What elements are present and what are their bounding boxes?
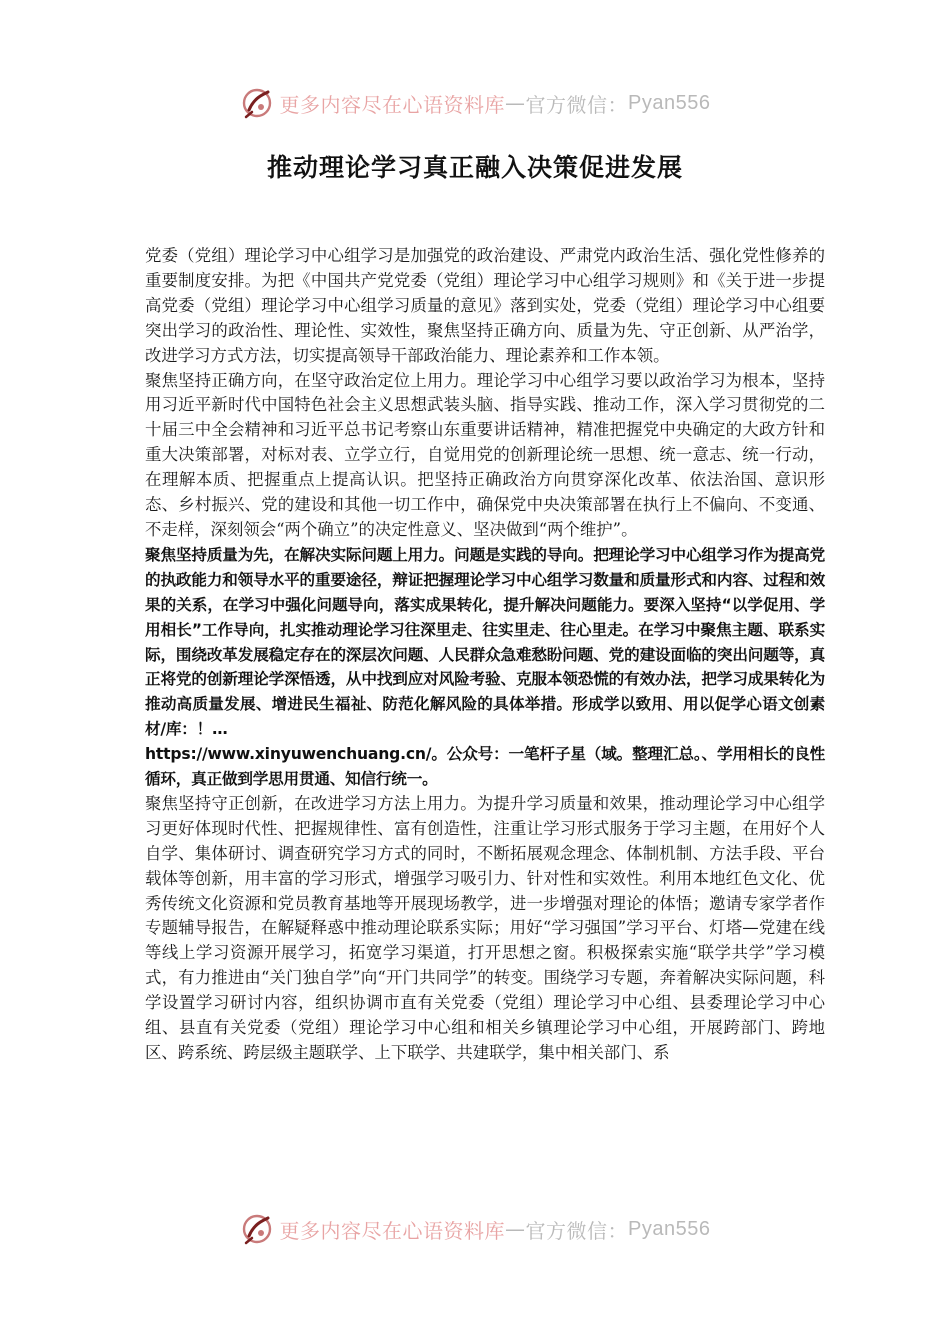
document-title: 推动理论学习真正融入决策促进发展: [266, 153, 683, 182]
paragraph-innovation: 聚焦坚持守正创新，在改进学习方法上用力。为提升学习质量和效果，推动理论学习中心组学习更好体现时代性、把握规律性、富有创造性，注重让学习形式服务于学习主题，在用好个人自学、集体研讨、调查研究学习方式的同时，不断拓展观念理念、体制机制、方法手段、平台载体等创新，用丰富的学习形式，增强学习吸引力、针对性和实效性。利用本地红色文化、优秀传统文化资源和党员教育基地等开展现场教学，进一步增强对理论的体悟；邀请专家学者作专题辅导报告，在解疑释惑中推动理论联系实际；用好“学习强国”学习平台、灯塔—党建在线等线上学习资源开展学习，拓宽学习渠道，打开思想之窗。积极探索实施“联学共学”学习模式，有力推进由“关门独自学”向“开门共同学”的转变。围绕学习专题，奔着解决实际问题，科学设置学习研讨内容，组织协调市直有关党委（党组）理论学习中心组、县委理论学习中心组、县直有关党委（党组）理论学习中心组和相关乡镇理论学习中心组，开展跨部门、跨地区、跨系统、跨层级主题联学、上下联学、共建联学，集中相关部门、系: [145, 793, 825, 1062]
banner-wechat-label: 官方微信：: [525, 92, 629, 117]
paragraph-quality: [145, 543, 825, 792]
banner-library-text: 更多内容尽在心语资料库: [279, 92, 506, 117]
banner-separator: —: [505, 1217, 526, 1241]
xinyu-logo-icon: [240, 86, 274, 120]
paragraph-direction: 聚焦坚持正确方向，在坚守政治定位上用力。理论学习中心组学习要以政治学习为根本，坚持用习近平新时代中国特色社会主义思想武装头脑、指导实践、推动工作，深入学习贯彻党的二十届三中全会精神和习近平总书记考察山东重要讲话精神，精准把握党中央确定的大政方针和重大决策部署，对标对表、立学立行，自觉用党的创新理论统一思想、统一意志、统一行动，在理解本质、把握重点上提高认识。把坚持正确政治方向贯穿深化改革、依法治国、意识形态、乡村振兴、党的建设和其他一切工作中，确保党中央决策部署在执行上不偏向、不变通、不走样，深刻领会“两个确立”的决定性意义、坚决做到“两个维护”。: [145, 370, 825, 539]
paragraph-intro: 党委（党组）理论学习中心组学习是加强党的政治建设、严肃党内政治生活、强化党性修养的重要制度安排。为把《中国共产党党委（党组）理论学习中心组学习规则》和《关于进一步提高党委（党组）理论学习中心组学习质量的意见》落到实处，党委（党组）理论学习中心组要突出学习的政治性、理论性、实效性，聚焦坚持正确方向、质量为先、守正创新、从严治学，改进学习方式方法，切实提高领导干部政治能力、理论素养和工作本领。: [145, 246, 825, 365]
paragraph-quality-text: 聚焦坚持质量为先，在解决实际问题上用力。问题是实践的导向。把理论学习中心组学习作为提高党的执政能力和领导水平的重要途径，辩证把握理论学习中心组学习数量和质量形式和内容、过程和效果的关系，在学习中强化问题导向，落实成果转化，提升解决问题能力。要深入坚持“以学促用、学用相长”工作导向，扎实推动理论学习往深里走、往实里走、往心里走。在学习中聚焦主题、联系实际，围绕改革发展稳定存在的深层次问题、人民群众急难愁盼问题、党的建设面临的突出问题等，真正将党的创新理论学深悟透，从中找到应对风险考验、克服本领恐慌的有效办法，把学习成果转化为推动高质量发展、增进民生福祉、防范化解风险的具体举措。形成学以致用、用以促学心语文创素材/库：！…: [145, 545, 825, 739]
header-banner: [0, 85, 950, 121]
document-body: [145, 244, 825, 1066]
banner-wechat-id: Pyan556: [628, 91, 711, 114]
footer-banner: [0, 1211, 950, 1247]
banner-wechat-label: 官方微信：: [525, 1218, 629, 1243]
banner-wechat-id: Pyan556: [628, 1217, 711, 1240]
banner-separator: —: [505, 91, 526, 115]
xinyu-logo-icon: [240, 1212, 274, 1246]
paragraph-quality-continuation: https://www.xinyuwenchuang.cn/。公众号：一笔杆子星（域。整理汇总。、学用相长的良性循环，真正做到学思用贯通、知信行统一。: [145, 745, 825, 789]
banner-library-text: 更多内容尽在心语资料库: [279, 1218, 506, 1243]
